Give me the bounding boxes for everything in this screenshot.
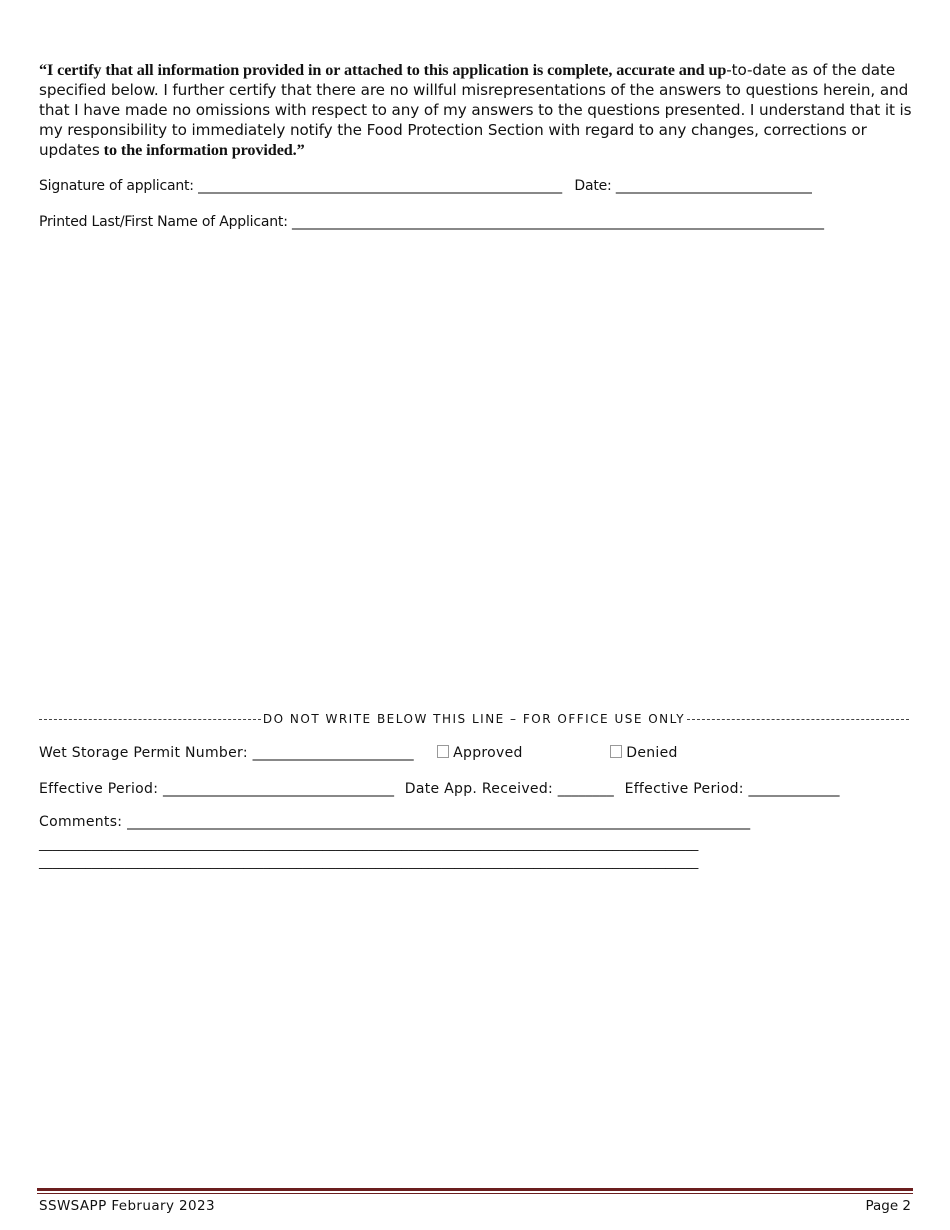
denied-option[interactable]: [610, 745, 677, 761]
permit-number-row: [39, 745, 678, 761]
approved-option[interactable]: [437, 745, 523, 761]
certification-bold-end: to the information provided.”: [99, 141, 305, 159]
signature-line[interactable]: ____________________________________________________: [198, 178, 563, 194]
footer-rule-thick: [37, 1188, 913, 1191]
certification-statement: [39, 60, 913, 160]
effective-period-2-label: Effective Period:: [624, 781, 744, 797]
comments-line-1[interactable]: _________________________________________________________________________________________: [127, 814, 751, 830]
denied-label: Denied: [626, 745, 678, 761]
printed-name-line[interactable]: ____________________________________________________________________________: [292, 214, 824, 230]
effective-period-line[interactable]: _________________________________: [162, 781, 394, 797]
comments-row-3: [39, 855, 698, 870]
signature-label: Signature of applicant:: [39, 178, 194, 194]
effective-period-2-line[interactable]: _____________: [748, 781, 840, 797]
date-label: Date:: [574, 178, 612, 194]
office-use-divider: [39, 710, 909, 728]
printed-name-label: Printed Last/First Name of Applicant:: [39, 214, 288, 230]
comments-label: Comments:: [39, 814, 123, 830]
signature-row: [39, 178, 812, 194]
effective-period-label: Effective Period:: [39, 781, 159, 797]
certification-body: -to-date as of the date specified below. I further certify that there are no willful misrepresentations of the answers to questions herein, and that I have made no omissions with respect to any of my answers to the questions presented. I understand that it is my responsibility to immediately notify the Food Protection Section with regard to any changes, corrections or updates: [39, 61, 912, 159]
comments-row-2: [39, 837, 698, 852]
date-received-label: Date App. Received:: [404, 781, 554, 797]
comments-line-3[interactable]: ____________________________________________________________________________________________________: [39, 855, 699, 870]
divider-dash-right: [687, 719, 909, 720]
approved-label: Approved: [453, 745, 523, 761]
office-use-divider-text: DO NOT WRITE BELOW THIS LINE – FOR OFFICE USE ONLY: [262, 712, 686, 726]
date-line[interactable]: ____________________________: [615, 178, 812, 194]
comments-row: [39, 814, 750, 830]
footer-rule-thin: [37, 1193, 913, 1194]
certification-bold-start: “I certify that all information provided in or attached to this application is complete, accurate and up: [39, 61, 727, 79]
approved-checkbox[interactable]: [437, 745, 449, 758]
effective-period-row: [39, 781, 840, 797]
footer-form-code: SSWSAPP February 2023: [39, 1198, 215, 1214]
divider-dash-left: [39, 719, 261, 720]
footer-page-number: Page 2: [865, 1198, 911, 1214]
permit-number-line[interactable]: _______________________: [252, 745, 414, 761]
printed-name-row: [39, 214, 824, 230]
comments-line-2[interactable]: ____________________________________________________________________________________________________: [39, 837, 699, 852]
denied-checkbox[interactable]: [610, 745, 622, 758]
permit-number-label: Wet Storage Permit Number:: [39, 745, 248, 761]
date-received-line[interactable]: ________: [557, 781, 614, 797]
